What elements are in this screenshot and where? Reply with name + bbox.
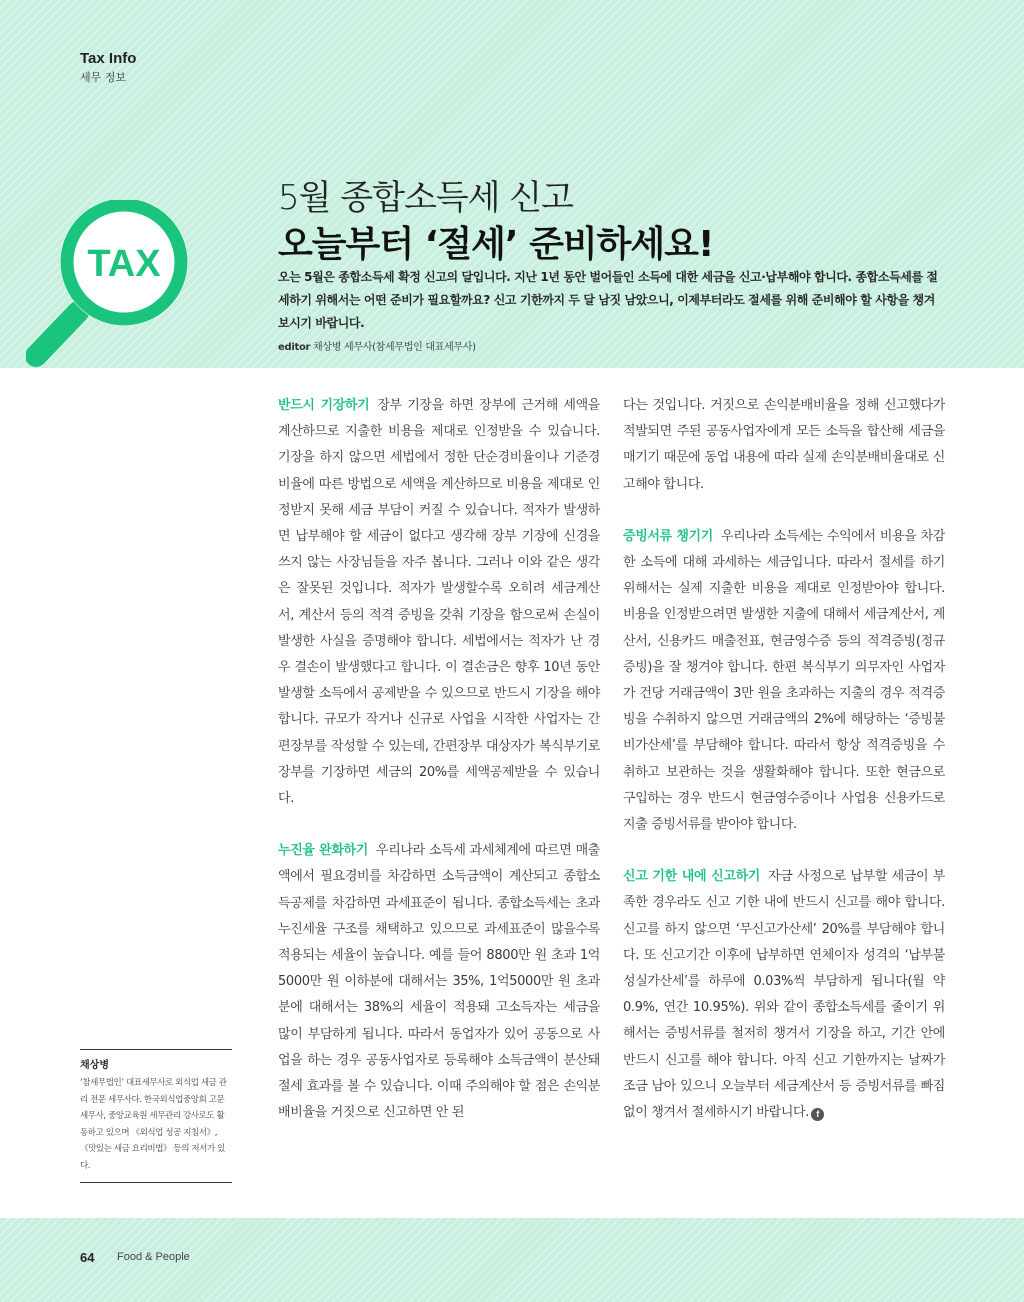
author-profile xyxy=(80,1049,232,1183)
section-heading: 증빙서류 챙기기 xyxy=(623,528,713,544)
lead-paragraph: 오는 5월은 종합소득세 확정 신고의 달입니다. 지난 1년 동안 벌어들인 소득에 대한 세금을 신고·납부해야 합니다. 종합소득세를 절세하기 위해서는 어떤 준비가 필요할까요? 신고 기한까지 두 달 남짓 남았으니, 이제부터라도 절세를 위해 준비해야 할 사항을 챙겨보시기 바랍니다. xyxy=(278,270,938,330)
byline-prefix: editor xyxy=(278,342,311,353)
article-section xyxy=(278,393,600,812)
section-heading: 누진율 완화하기 xyxy=(278,843,368,859)
article-section xyxy=(623,524,945,838)
magnifier-tax-icon xyxy=(26,200,196,370)
headline-line-2: 오늘부터 ‘절세’ 준비하세요! xyxy=(278,224,714,265)
article-section-continued xyxy=(623,393,945,498)
section-body: 장부 기장을 하면 장부에 근거해 세액을 계산하므로 지출한 비용을 제대로 인정받을 수 있습니다. 기장을 하지 않으면 세법에서 정한 단순경비율이나 기준경비율에 따른 방법으로 세액을 계산하므로 비용을 제대로 인정받지 못해 세금 부담이 커질 수 있습니다. 적자가 발생하면 납부해야 할 세금이 없다고 생각해 장부 기장에 신경을 쓰지 않는 사장님들을 자주 봅니다. 그러나 이와 같은 생각은 잘못된 것입니다. 적자가 발생할수록 오히려 세금계산서, 계산서 등의 적격 증빙을 갖춰 기장을 함으로써 손실이 발생한 사실을 증명해야 합니다. 세법에서는 적자가 난 경우 결손이 발생했다고 합니다. 이 결손금은 향후 10년 동안 발생할 소득에서 공제받을 수 있으므로 반드시 기장을 해야 합니다. 규모가 작거나 신규로 사업을 시작한 사업자는 간편장부를 작성할 수 있는데, 간편장부 대상자가 복식부기로 장부를 기장하면 세금의 20%를 세액공제받을 수 있습니다. xyxy=(278,398,600,807)
section-title-en: Tax Info xyxy=(80,50,137,67)
profile-name: 채상병 xyxy=(80,1060,109,1071)
section-body: 자금 사정으로 납부할 세금이 부족한 경우라도 신고 기한 내에 반드시 신고를 해야 합니다. 신고를 하지 않으면 ‘무신고가산세’ 20%를 부담해야 합니다. 또 신고기간 이후에 납부하면 연체이자 성격의 ‘납부불성실가산세’를 하루에 0.03%씩 부담하게 됩니다(월 약 0.9%, 연간 10.95%). 위와 같이 종합소득세를 줄이기 위해서는 증빙서류를 철저히 챙겨서 기장을 하고, 기간 안에 반드시 신고를 해야 합니다. 아직 신고 기한까지는 날짜가 조금 남아 있으니 오늘부터 세금계산서 등 증빙서류를 빠짐없이 챙겨서 절세하시기 바랍니다. xyxy=(623,869,946,1121)
section-title-ko: 세무 정보 xyxy=(80,71,127,84)
article-section xyxy=(278,838,600,1126)
byline-author: 채상병 세무사(참세무법인 대표세무사) xyxy=(310,342,476,353)
article-column-left xyxy=(278,393,600,1126)
section-heading: 신고 기한 내에 신고하기 xyxy=(623,869,760,885)
section-body: 우리나라 소득세 과세체계에 따르면 매출액에서 필요경비를 차감하면 소득금액이 계산되고 종합소득공제를 차감하면 과세표준이 됩니다. 종합소득세는 초과누진세율 구조를 채택하고 있으므로 과세표준이 많을수록 적용되는 세율이 높습니다. 예를 들어 8800만 원 초과 1억5000만 원 이하분에 대해서는 35%, 1억5000만 원 초과분에 대해서는 38%의 세율이 적용돼 고소득자는 세금을 많이 부담하게 됩니다. 따라서 동업자가 있어 공동으로 사업을 하는 경우 공동사업자로 등록해야 소득금액이 분산돼 절세 효과를 볼 수 있습니다. 이때 주의해야 할 점은 손익분배비율을 거짓으로 신고하면 안 된 xyxy=(278,843,601,1121)
article-section xyxy=(623,864,945,1126)
byline xyxy=(278,338,476,353)
section-body-continued: 다는 것입니다. 거짓으로 손익분배비율을 정해 신고했다가 적발되면 주된 공동사업자에게 모든 소득을 합산해 세금을 매기기 때문에 동업 내용에 따라 실제 손익분배비율대로 신고해야 합니다. xyxy=(623,398,945,492)
headline-line-1: 5월 종합소득세 신고 xyxy=(278,178,573,218)
profile-bio: ‘참세무법인’ 대표세무사로 외식업 세금 관리 전문 세무사다. 한국외식업중앙회 고문세무사, 중앙교육원 세무관리 강사로도 활동하고 있으며 《외식업 성공 지침서》, 《맛있는 세금 요리비법》 등의 저서가 있다. xyxy=(80,1078,227,1171)
article-column-right xyxy=(623,393,945,1126)
headline xyxy=(278,175,958,269)
end-mark-icon: f xyxy=(811,1108,824,1121)
section-body: 우리나라 소득세는 수익에서 비용을 차감한 소득에 대해 과세하는 세금입니다. 따라서 절세를 하기 위해서는 실제 지출한 비용을 제대로 인정받아야 합니다. 비용을 인정받으려면 발생한 지출에 대해서 세금계산서, 계산서, 신용카드 매출전표, 현금영수증 등의 적격증빙(정규증빙)을 잘 챙겨야 합니다. 한편 복식부기 의무자인 사업자가 건당 거래금액이 3만 원을 초과하는 지출의 경우 적격증빙을 수취하지 않으면 거래금액의 2%에 해당하는 ‘증빙불비가산세’를 부담해야 합니다. 따라서 항상 적격증빙을 수취하고 보관하는 것을 생활화해야 합니다. 또한 현금으로 구입하는 경우 반드시 현금영수증이나 사업용 신용카드로 지출 증빙서류를 받아야 합니다. xyxy=(623,528,946,833)
magazine-name: Food & People xyxy=(117,1251,190,1263)
section-tag xyxy=(80,50,136,86)
icon-label: TAX xyxy=(87,243,161,285)
page-number: 64 xyxy=(80,1250,95,1265)
section-heading: 반드시 기장하기 xyxy=(278,398,370,413)
